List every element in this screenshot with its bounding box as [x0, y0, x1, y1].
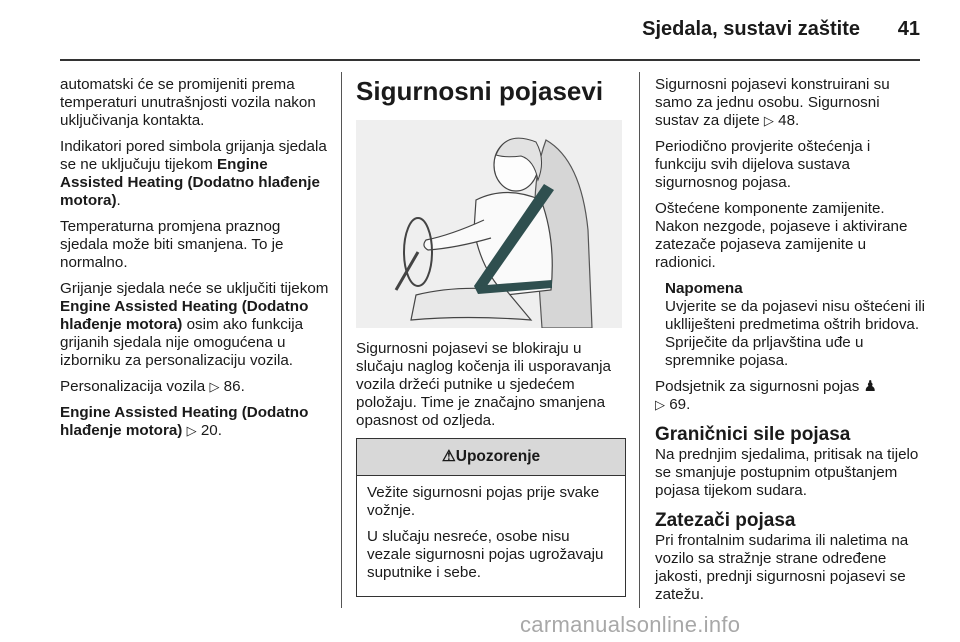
warning-header	[357, 439, 625, 476]
bold-term: Engine Assisted Heating (Dodatno hlađenje motora)	[60, 404, 309, 439]
paragraph	[60, 404, 332, 440]
paragraph: Temperaturna promjena praznog sjedala može biti smanjena. To je normalno.	[60, 218, 284, 271]
paragraph	[60, 378, 332, 396]
text: Podsjetnik za sigurnosni pojas	[655, 378, 860, 395]
page-header	[0, 0, 960, 60]
paragraph	[655, 76, 925, 130]
warning-box	[356, 438, 626, 597]
page-ref-icon: ▷	[186, 423, 197, 438]
page-ref-link[interactable]: 69.	[669, 396, 691, 413]
page-ref-icon: ▷	[763, 113, 774, 128]
page-ref-link[interactable]: 86.	[223, 378, 245, 395]
paragraph: Na prednjim sjedalima, pritisak na tijelo se smanjuje postupnim otpuštanjem pojasa tijekom sudara.	[655, 446, 919, 499]
note-title: Napomena	[665, 280, 743, 297]
paragraph: U slučaju nesreće, osobe nisu vezale sigurnosni pojas ugrožavaju suputnike i sebe.	[367, 528, 604, 581]
page-ref-link[interactable]: 20.	[200, 422, 222, 439]
column-2	[356, 76, 626, 597]
paragraph	[655, 378, 925, 414]
paragraph: Vežite sigurnosni pojas prije svake vožnje.	[367, 484, 600, 519]
text: .	[116, 192, 121, 209]
paragraph	[60, 280, 332, 370]
text: Personalizacija vozila	[60, 378, 206, 395]
warning-title: Upozorenje	[455, 448, 541, 465]
page-ref-icon: ▷	[209, 379, 220, 394]
paragraph: Oštećene komponente zamijenite. Nakon nezgode, pojaseve i aktivirane zatezače pojaseva zamijenite u radionici.	[655, 200, 908, 271]
subheading: Zatezači pojasa	[655, 510, 796, 531]
column-divider-2	[639, 72, 640, 608]
seatbelt-illustration	[356, 120, 622, 328]
note-block	[655, 280, 925, 370]
column-divider-1	[341, 72, 342, 608]
text: osim ako funkcija grijanih sjedala nije omogućena u izborniku za personalizaciju vozila.	[60, 316, 304, 369]
page-number: 41	[897, 18, 920, 40]
seatbelt-reminder-icon: ♟	[863, 378, 878, 395]
watermark: carmanualsonline.info	[520, 612, 741, 637]
paragraph: Periodično provjerite oštećenja i funkciju svih dijelova sustava sigurnosnog pojasa.	[655, 138, 871, 191]
seatbelt-drawing	[356, 120, 622, 328]
bold-term: Engine Assisted Heating (Dodatno hlađenje motora)	[60, 298, 309, 333]
subheading: Graničnici sile pojasa	[655, 424, 851, 445]
column-1	[60, 76, 332, 448]
paragraph: Pri frontalnim sudarima ili naletima na vozilo sa stražnje strane određene jakosti, prednji sigurnosni pojasevi se zatežu.	[655, 532, 909, 603]
paragraph: Sigurnosni pojasevi se blokiraju u slučaju naglog kočenja ili usporavanja vozila držeći putnike u sjedećem položaju. Time je značajno smanjena opasnost od ozljeda.	[356, 340, 611, 429]
header-title: Sjedala, sustavi zaštite	[642, 18, 860, 40]
note-text: Uvjerite se da pojasevi nisu oštećeni ili uklliješteni predmetima oštrih bridova. Spriječite da prljavština uđe u spremnike pojasa.	[665, 298, 926, 369]
page-ref-link[interactable]: 48.	[778, 112, 800, 129]
column-3	[655, 76, 925, 612]
page-ref-icon: ▷	[655, 397, 665, 412]
header-rule	[60, 59, 920, 61]
text: Grijanje sjedala neće se uključiti tijekom	[60, 280, 329, 297]
paragraph	[60, 138, 332, 210]
warning-body	[357, 476, 625, 596]
warning-triangle-icon: ⚠	[441, 448, 456, 465]
text: Sigurnosni pojasevi konstruirani su samo za jednu osobu. Sigurnosni sustav za dijete	[655, 76, 890, 129]
section-heading: Sigurnosni pojasevi	[356, 76, 604, 106]
text: Indikatori pored simbola grijanja sjedala se ne uključuju tijekom	[60, 138, 327, 173]
bold-term: Engine Assisted Heating (Dodatno hlađenje motora)	[60, 156, 320, 209]
paragraph: automatski će se promijeniti prema temperaturi unutrašnjosti vozila nakon uključivanja kontakta.	[60, 76, 316, 129]
